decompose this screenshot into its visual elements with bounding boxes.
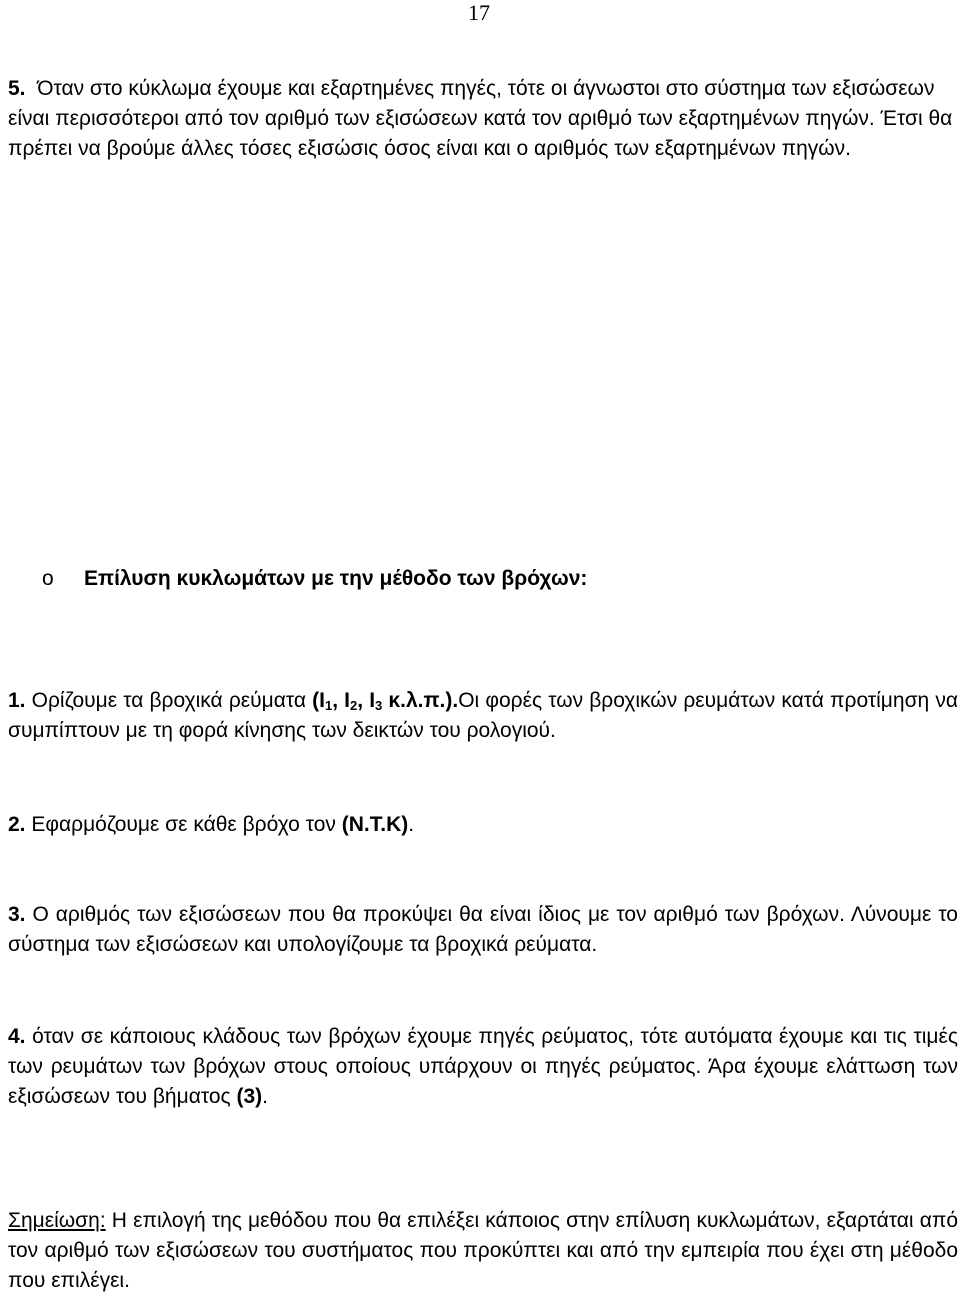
section-heading — [42, 564, 587, 594]
paragraph-step-4: 4. όταν σε κάποιους κλάδους των βρόχων έχουμε πηγές ρεύματος, τότε αυτόματα έχουμε και τις τιμές των ρευμάτων των βρόχων στους οποίους υπάρχουν οι πηγές ρεύματος. Άρα έχουμε ελάττωση των εξισώσεων του βήματος (3). — [8, 1025, 958, 1108]
step-text: Όταν στο κύκλωμα έχουμε και εξαρτημένες πηγές, τότε οι άγνωστοι στο σύστημα των εξισώσεων είναι περισσότεροι από τον αριθμό των εξισώσεων κατά τον αριθμό των εξαρτημένων πηγών. Έτσι θα πρέπει να βρούμε άλλες τόσες εξισώσις όσος είναι και ο αριθμός των εξαρτημένων πηγών. — [8, 77, 953, 160]
paragraph-step-2: 2. Εφαρμόζουμε σε κάθε βρόχο τον (Ν.Τ.Κ). — [8, 813, 415, 836]
loop-currents: ($I_1$, $I_2$, $I_3$ κ.λ.π.). — [312, 689, 459, 713]
bullet-icon: o — [42, 567, 54, 590]
note-label: Σημείωση: — [8, 1209, 106, 1232]
kvl-label: (Ν.Τ.Κ) — [341, 813, 409, 836]
paragraph-step-3 — [8, 900, 958, 960]
note-text: Η επιλογή της μεθόδου που θα επιλέξει κάποιος στην επίλυση κυκλωμάτων, εξαρτάται από τον αριθμό των εξισώσεων του συστήματος που προκύπτει και από την εμπειρία που έχει στη μέθοδο που επιλέγει. — [8, 1209, 958, 1292]
step-number: 1. — [8, 689, 26, 712]
step-text-rest: Οι φορές των βροχικών ρευμάτων κατά προτίμηση να συμπίπτουν με τη φορά κίνησης των δεικτών του ρολογιού. — [8, 689, 958, 742]
step-text: Ο αριθμός των εξισώσεων που θα προκύψει θα είναι ίδιος με τον αριθμό των βρόχων. Λύνουμε το σύστημα των εξισώσεων και υπολογίζουμε τα βροχικά ρεύματα. — [8, 903, 958, 956]
step-text: όταν σε κάποιους κλάδους των βρόχων έχουμε πηγές ρεύματος, τότε αυτόματα έχουμε και τις τιμές των ρευμάτων των βρόχων στους οποίους υπάρχουν οι πηγές ρεύματος. Άρα έχουμε ελάττωση των εξισώσεων του βήματος — [8, 1025, 958, 1108]
step-number: 2. — [8, 813, 26, 836]
step-number: 4. — [8, 1025, 26, 1048]
step-reference: (3) — [236, 1085, 263, 1108]
step-text: Ορίζουμε τα βροχικά ρεύματα — [31, 689, 313, 712]
note-paragraph — [8, 1206, 958, 1296]
step-text: Εφαρμόζουμε σε κάθε βρόχο τον — [31, 813, 342, 836]
paragraph-step-1 — [8, 686, 958, 746]
step-number: 3. — [8, 903, 26, 926]
paragraph-step-5 — [8, 74, 958, 164]
step-number: 5. — [8, 77, 26, 100]
section-title: Επίλυση κυκλωμάτων με την μέθοδο των βρόχων: — [84, 567, 588, 590]
page-number: 17 — [468, 0, 490, 25]
